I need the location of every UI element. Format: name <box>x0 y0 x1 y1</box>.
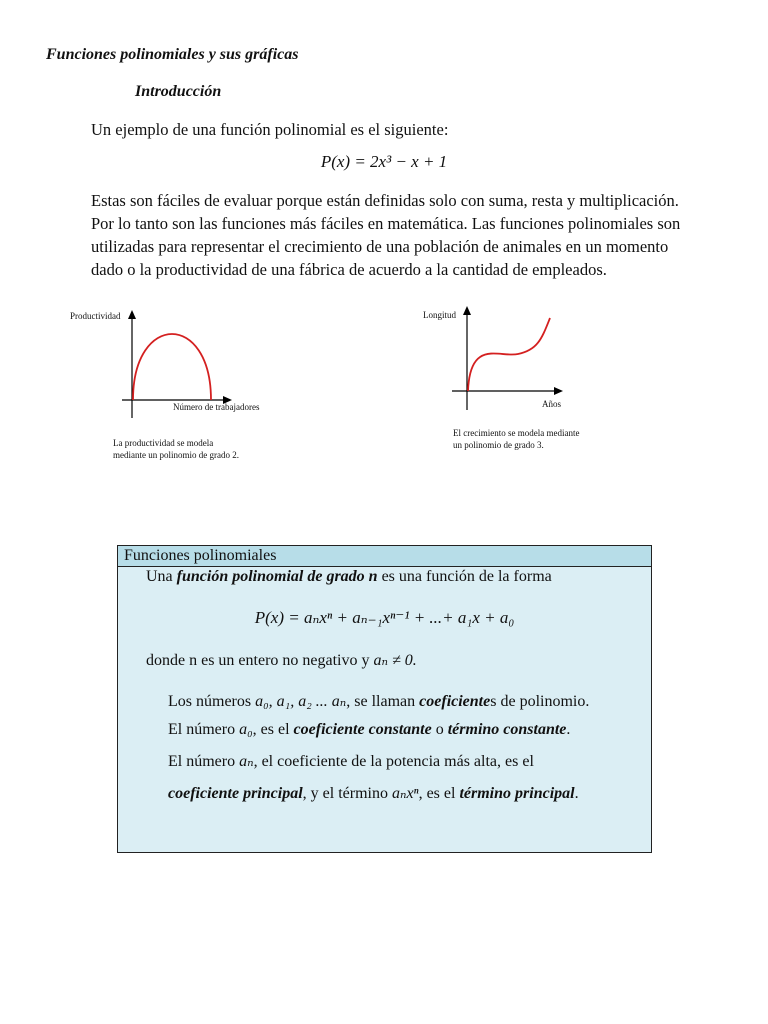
section-heading: Introducción <box>135 83 222 100</box>
productivity-axis-label: Productividad <box>70 311 121 321</box>
text: es una función de la forma <box>377 568 552 585</box>
text: El número <box>168 721 240 738</box>
y-axis-arrow <box>463 306 471 315</box>
text: . <box>574 785 579 802</box>
document-title: Funciones polinomiales y sus gráficas <box>46 46 299 63</box>
formula-lhs: P(x) = <box>320 152 366 171</box>
condition-line <box>146 650 417 670</box>
caption-line: El crecimiento se modela mediante <box>453 428 580 438</box>
text: . <box>566 721 571 738</box>
caption-line: un polinomio de grado 3. <box>453 440 544 450</box>
leading-line <box>168 751 534 771</box>
x-axis-arrow <box>554 387 563 395</box>
math: a₀ <box>239 721 253 738</box>
definition-box-header: Funciones polinomiales <box>118 546 651 567</box>
definition-box <box>117 545 652 853</box>
cubic-curve <box>468 318 550 391</box>
emphasis: función polinomial de grado n <box>176 568 378 585</box>
workers-axis-label: Número de trabajadores <box>173 402 260 412</box>
emphasis: término principal <box>459 785 575 802</box>
text: , es el <box>252 721 294 738</box>
emphasis: coeficiente <box>419 693 491 710</box>
text: , se llaman <box>346 693 420 710</box>
growth-caption <box>453 427 579 451</box>
emphasis: término constante <box>447 721 567 738</box>
text: , el coeficiente de la potencia más alta, es el <box>253 753 534 770</box>
emphasis: coeficiente constante <box>293 721 432 738</box>
caption-line: La productividad se modela <box>113 438 214 448</box>
emphasis: coeficiente principal <box>168 785 303 802</box>
example-formula <box>0 152 768 172</box>
intro-text: Un ejemplo de una función polinomial es el siguiente: <box>91 120 449 139</box>
coefficients-line <box>168 691 589 711</box>
text: , es el <box>418 785 460 802</box>
body-line: utilizadas para representar el crecimiento de una población de animales en un momento <box>91 237 669 256</box>
definition-line <box>146 568 552 586</box>
math: aₙ ≠ 0. <box>373 652 417 669</box>
leading-term-line <box>168 783 579 803</box>
text: El número <box>168 753 240 770</box>
constant-line <box>168 721 570 739</box>
math: aₙ <box>239 753 254 770</box>
body-paragraph <box>91 189 731 281</box>
y-axis-arrow <box>128 310 136 319</box>
body-line: dado o la productividad de una fábrica de acuerdo a la cantidad de empleados. <box>91 260 607 279</box>
text: Una <box>146 568 177 585</box>
body-line: Estas son fáciles de evaluar porque están definidas solo con suma, resta y multiplicación. <box>91 191 679 210</box>
body-line: Por lo tanto son las funciones más fáciles en matemática. Las funciones polinomiales son <box>91 214 681 233</box>
caption-line: mediante un polinomio de grado 2. <box>113 450 239 460</box>
math: aₙxⁿ <box>391 785 419 802</box>
text: s de polinomio. <box>490 693 590 710</box>
text: Los números <box>168 693 256 710</box>
text: donde n es un entero no negativo y <box>146 652 374 669</box>
math: a₀, a₁, a₂ ... aₙ <box>255 693 347 710</box>
text: o <box>431 721 448 738</box>
formula-rhs: 2x³ − x + 1 <box>370 152 448 171</box>
text: , y el término <box>302 785 392 802</box>
length-axis-label: Longitud <box>423 310 456 320</box>
years-axis-label: Años <box>542 399 562 409</box>
productivity-caption <box>113 437 239 461</box>
quadratic-curve <box>133 334 211 400</box>
general-formula: P(x) = aₙxⁿ + aₙ₋₁xⁿ⁻¹ + ...+ a₁x + a₀ <box>254 608 515 627</box>
